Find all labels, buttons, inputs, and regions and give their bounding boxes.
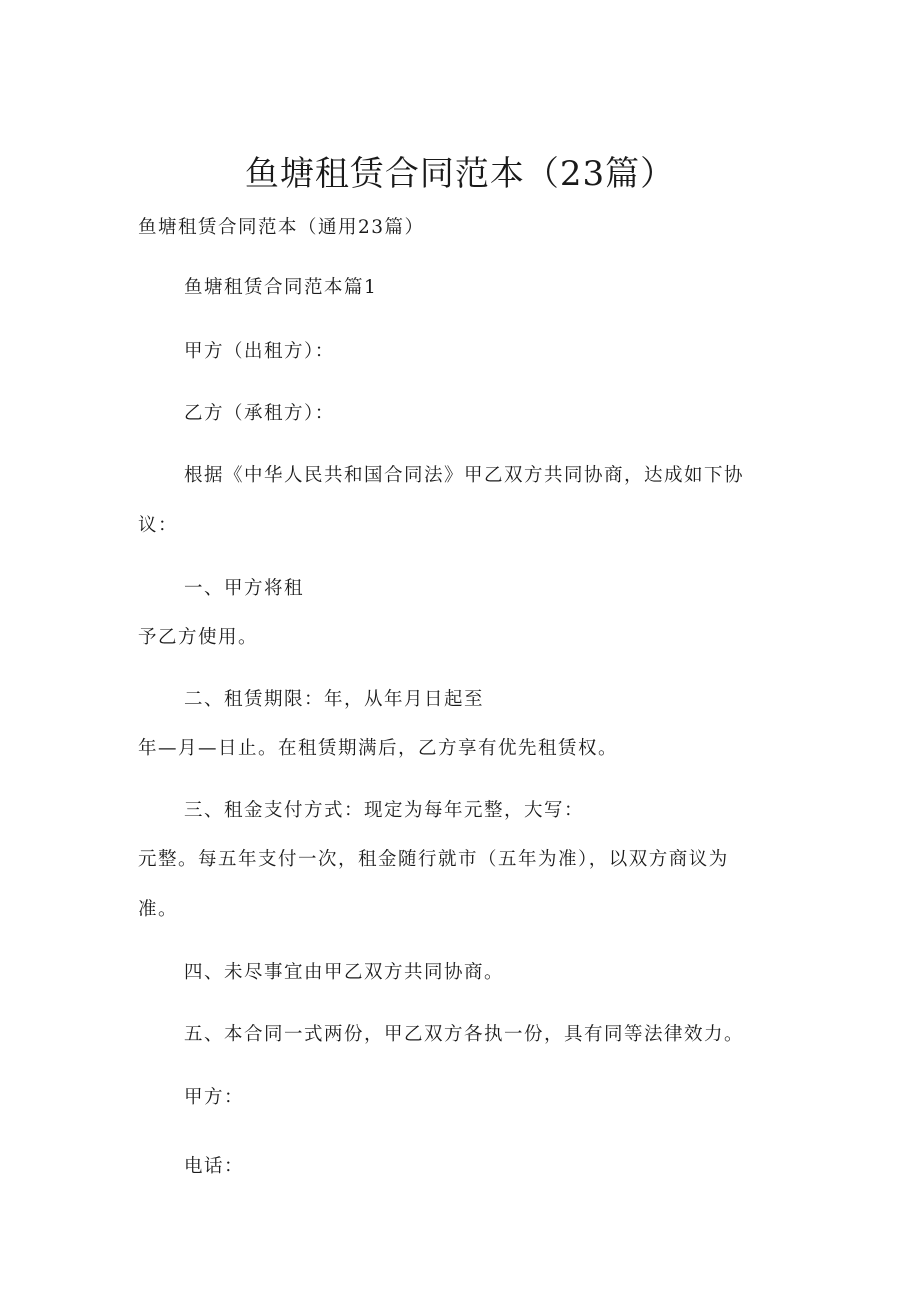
party-b-label: 乙方（承租方）： <box>184 403 335 424</box>
clause-3-line-2: 元整。每五年支付一次，租金随行就市（五年为准），以双方商议为 <box>138 849 729 870</box>
clause-1-line-2: 予乙方使用。 <box>138 627 259 648</box>
intro-paragraph-line-2: 议： <box>138 515 179 536</box>
party-a-label: 甲方（出租方）： <box>184 341 335 362</box>
clause-3-line-3: 准。 <box>138 899 179 920</box>
clause-3-line-1: 三、租金支付方式：现定为每年元整，大写： <box>184 800 585 821</box>
clause-5: 五、本合同一式两份，甲乙双方各执一份，具有同等法律效力。 <box>184 1024 745 1045</box>
document-subtitle: 鱼塘租赁合同范本（通用23篇） <box>138 217 425 238</box>
clause-2-line-1: 二、租赁期限：年，从年月日起至 <box>184 689 485 710</box>
intro-paragraph-line-1: 根据《中华人民共和国合同法》甲乙双方共同协商，达成如下协 <box>184 465 745 486</box>
section-heading: 鱼塘租赁合同范本篇1 <box>184 277 378 298</box>
clause-1-line-1: 一、甲方将租 <box>184 578 305 599</box>
clause-4: 四、未尽事宜由甲乙双方共同协商。 <box>184 962 505 983</box>
signature-party-a: 甲方： <box>184 1087 245 1108</box>
signature-phone: 电话： <box>184 1156 245 1177</box>
document-title: 鱼塘租赁合同范本（23篇） <box>244 154 676 194</box>
clause-2-line-2: 年—月—日止。在租赁期满后，乙方享有优先租赁权。 <box>138 738 619 759</box>
